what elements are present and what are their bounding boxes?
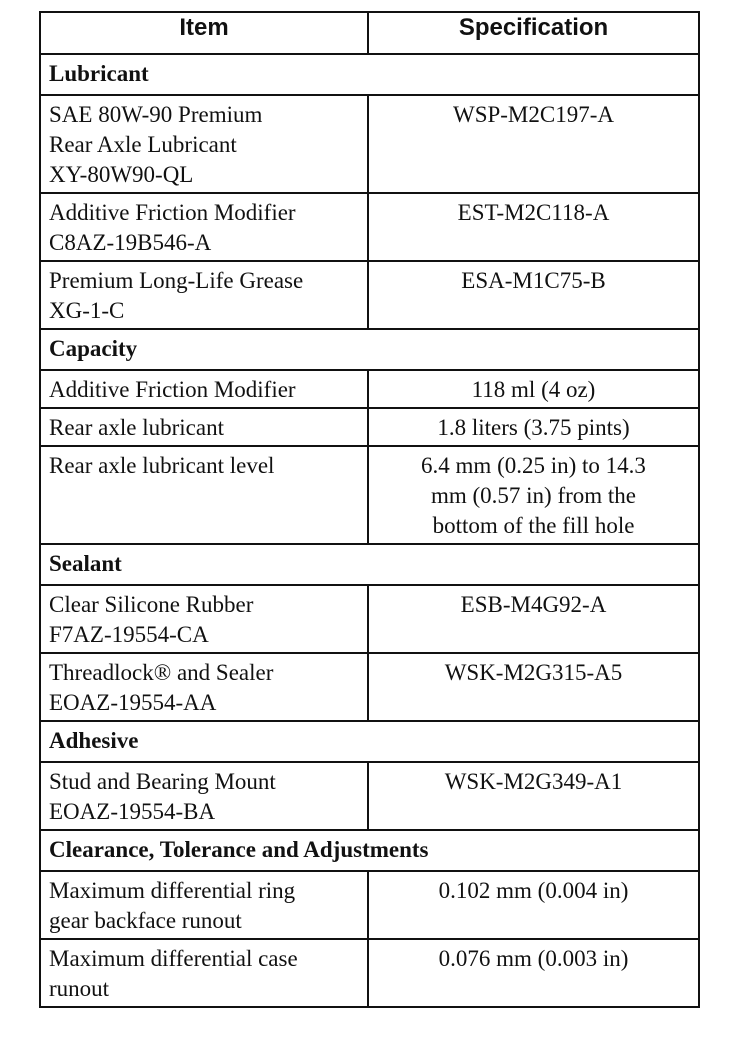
specification-cell: WSP-M2C197-A — [368, 95, 699, 193]
table-row — [40, 871, 699, 939]
specification-cell: ESA-M1C75-B — [368, 261, 699, 329]
header-item: Item — [40, 12, 368, 54]
table-row — [40, 95, 699, 193]
item-cell: Stud and Bearing Mount EOAZ-19554-BA — [40, 762, 368, 830]
section-row — [40, 721, 699, 762]
specification-cell: WSK-M2G349-A1 — [368, 762, 699, 830]
specification-cell: 0.076 mm (0.003 in) — [368, 939, 699, 1007]
item-cell: Rear axle lubricant level — [40, 446, 368, 544]
item-cell: Threadlock® and Sealer EOAZ-19554-AA — [40, 653, 368, 721]
specification-cell: 0.102 mm (0.004 in) — [368, 871, 699, 939]
table-row — [40, 585, 699, 653]
table-body — [40, 54, 699, 1007]
table-row — [40, 939, 699, 1007]
item-cell: Maximum differential ring gear backface runout — [40, 871, 368, 939]
section-title: Adhesive — [40, 721, 699, 762]
table-row — [40, 261, 699, 329]
table-row — [40, 370, 699, 408]
section-row — [40, 544, 699, 585]
item-cell: Additive Friction Modifier — [40, 370, 368, 408]
item-cell: Rear axle lubricant — [40, 408, 368, 446]
specification-cell: 118 ml (4 oz) — [368, 370, 699, 408]
section-row — [40, 329, 699, 370]
item-cell: SAE 80W-90 Premium Rear Axle Lubricant XY-80W90-QL — [40, 95, 368, 193]
section-row — [40, 830, 699, 871]
table-row — [40, 446, 699, 544]
section-title: Capacity — [40, 329, 699, 370]
specification-cell: WSK-M2G315-A5 — [368, 653, 699, 721]
specification-cell: ESB-M4G92-A — [368, 585, 699, 653]
section-row — [40, 54, 699, 95]
table-row — [40, 408, 699, 446]
table-row — [40, 193, 699, 261]
specification-cell: 1.8 liters (3.75 pints) — [368, 408, 699, 446]
item-cell: Additive Friction Modifier C8AZ-19B546-A — [40, 193, 368, 261]
header-specification: Specification — [368, 12, 699, 54]
item-cell: Maximum differential case runout — [40, 939, 368, 1007]
specifications-table — [39, 11, 700, 1008]
table-row — [40, 653, 699, 721]
item-cell: Clear Silicone Rubber F7AZ-19554-CA — [40, 585, 368, 653]
specification-cell: 6.4 mm (0.25 in) to 14.3 mm (0.57 in) from the bottom of the fill hole — [368, 446, 699, 544]
section-title: Clearance, Tolerance and Adjustments — [40, 830, 699, 871]
section-title: Lubricant — [40, 54, 699, 95]
specification-cell: EST-M2C118-A — [368, 193, 699, 261]
header-row — [40, 12, 699, 54]
table-row — [40, 762, 699, 830]
item-cell: Premium Long-Life Grease XG-1-C — [40, 261, 368, 329]
section-title: Sealant — [40, 544, 699, 585]
